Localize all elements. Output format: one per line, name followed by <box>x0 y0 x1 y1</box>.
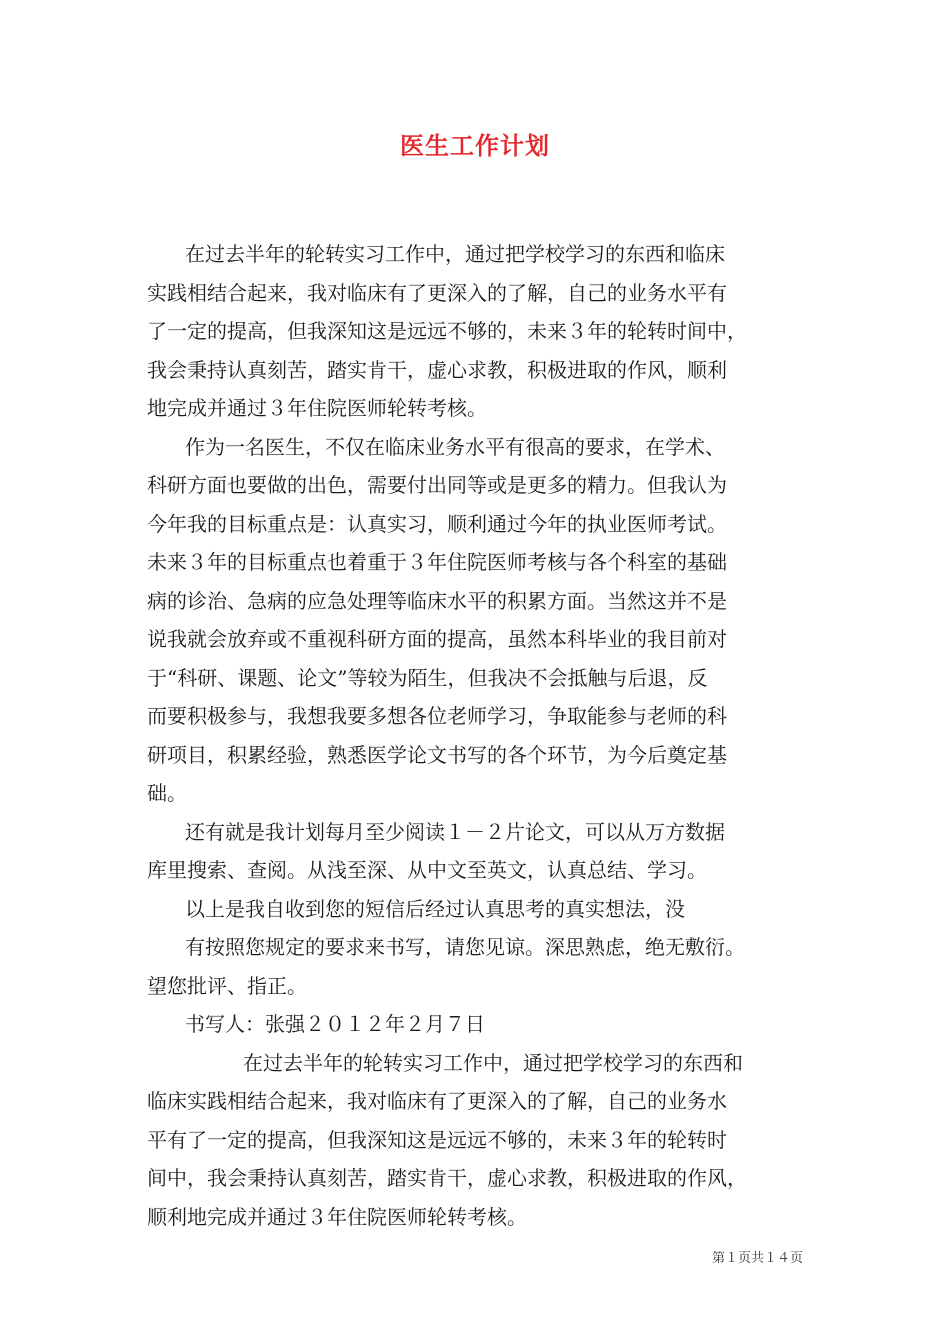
text-line: 库里搜索、查阅。从浅至深、从中文至英文，认真总结、学习。 <box>147 858 707 882</box>
page-number: 第１页共１４页 <box>712 1251 804 1266</box>
text-line: 于“科研、课题、论文”等较为陌生，但我决不会抵触与后退，反 <box>147 665 708 690</box>
text-line: 说我就会放弃或不重视科研方面的提高，虽然本科毕业的我目前对 <box>147 627 727 651</box>
text-line: 间中，我会秉持认真刻苦，踏实肯干，虚心求教，积极进取的作风， <box>147 1166 747 1190</box>
text-line: 还有就是我计划每月至少阅读１－２片论文，可以从万方数据 <box>185 819 725 844</box>
text-line: 平有了一定的提高，但我深知这是远远不够的，未来３年的轮转时 <box>147 1127 727 1152</box>
text-line: 顺利地完成并通过３年住院医师轮转考核。 <box>147 1204 527 1229</box>
text-line: 望您批评、指正。 <box>147 973 307 998</box>
signature-line: 书写人：张强２０１２年２月７日 <box>185 1012 485 1036</box>
text-line: 以上是我自收到您的短信后经过认真思考的真实想法，没 <box>185 896 685 921</box>
text-line: 科研方面也要做的出色，需要付出同等或是更多的精力。但我认为 <box>147 473 727 497</box>
text-line: 而要积极参与，我想我要多想各位老师学习，争取能参与老师的科 <box>147 704 727 728</box>
text-line: 我会秉持认真刻苦，踏实肯干，虚心求教，积极进取的作风，顺利 <box>147 357 727 382</box>
text-line: 了一定的提高，但我深知这是远远不够的，未来３年的轮转时间中， <box>147 319 747 343</box>
text-line: 研项目，积累经验，熟悉医学论文书写的各个环节，为今后奠定基 <box>147 742 727 767</box>
text-line: 地完成并通过３年住院医师轮转考核。 <box>147 396 487 420</box>
text-line: 未来３年的目标重点也着重于３年住院医师考核与各个科室的基础 <box>147 550 727 574</box>
text-line: 临床实践相结合起来，我对临床有了更深入的了解，自己的业务水 <box>147 1089 727 1113</box>
text-line: 在过去半年的轮转实习工作中，通过把学校学习的东西和 <box>243 1050 743 1075</box>
document-body <box>147 235 827 1236</box>
text-line: 实践相结合起来，我对临床有了更深入的了解，自己的业务水平有 <box>147 280 727 305</box>
document-title: 医生工作计划 <box>400 131 550 160</box>
text-line: 今年我的目标重点是：认真实习，顺利通过今年的执业医师考试。 <box>147 511 727 536</box>
text-line: 在过去半年的轮转实习工作中，通过把学校学习的东西和临床 <box>185 242 725 266</box>
text-line: 病的诊治、急病的应急处理等临床水平的积累方面。当然这并不是 <box>147 588 727 613</box>
text-line: 作为一名医生，不仅在临床业务水平有很高的要求，在学术、 <box>185 434 725 459</box>
text-line: 有按照您规定的要求来书写，请您见谅。深思熟虑，绝无敷衍。 <box>185 935 745 959</box>
text-line: 础。 <box>147 781 187 805</box>
